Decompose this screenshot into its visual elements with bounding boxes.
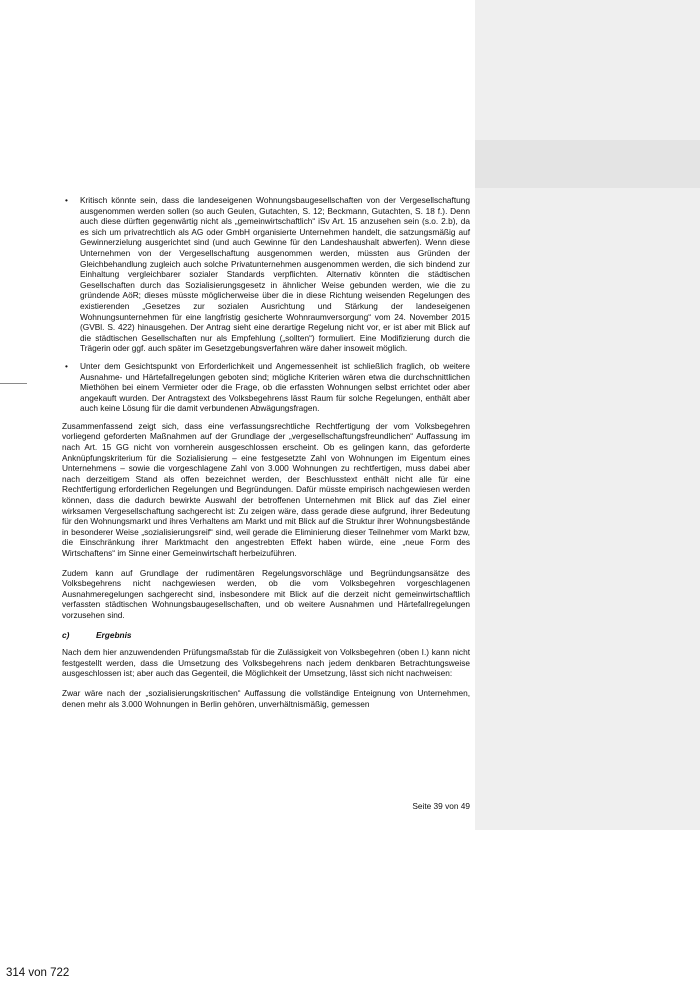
- bullet-item: [62, 195, 470, 354]
- body-paragraph: Zudem kann auf Grundlage der rudimentären Regelungsvorschläge und Begründungsansätze des Volksbegehrens nicht nachgewiesen werden, ob die vom Volksbegehren vorgeschlagenen Ausnahmeregelungen sachgerecht sind, insbesondere mit Blick auf die derzeit nicht gemeinwirtschaftlich verfassten städtischen Wohnungsbaugesellschaften, und ob weitere Ausnahmen und Härtefallregelungen vorzusehen sind.: [62, 567, 470, 620]
- bullet-dot-icon: •: [65, 195, 68, 205]
- result-paragraph: Zwar wäre nach der „sozialisierungskritischen“ Auffassung die vollständige Enteignung von Unternehmen, denen mehr als 3.000 Wohnungen in Berlin gehören, unverhältnismäßig, gemessen: [62, 687, 470, 709]
- section-title: Ergebnis: [96, 629, 132, 640]
- bullet-list: [62, 195, 470, 414]
- section-heading: [62, 630, 470, 641]
- page-number: Seite 39 von 49: [412, 801, 470, 811]
- comment-header: [475, 140, 700, 188]
- bullet-text: Kritisch könnte sein, dass die landeseigenen Wohnungsbaugesellschaften von der Vergesellschaftung ausgenommen werden sollen (so auch Geulen, Gutachten, S. 12; Beckmann, Gutachten, S. 18 f.). Denn auch diese dürften gegenwärtig nicht als „gemeinwirtschaftlich“ iSv Art. 15 anzusehen sein (s.o. 2.b), da es sich um privatrechtlich als AG oder GmbH organisierte Unternehmen handelt, die satzungsmäßig auf Gewinnerzielung ausgerichtet sind (und auch Gewinne für den Landeshaushalt abwerfen). Wenn diese Unternehmen von der Vergesellschaftung ausgenommen werden, müssten aus Gründen der Gleichbehandlung zugleich auch solche Privatunternehmen ausgenommen werden, die sich bindend zur Einhaltung vergleichbarer sozialer Standards verpflichten. Alternativ könnten die städtischen Gesellschaften durch das Sozialisierungsgesetz in ähnlicher Weise gebunden werden, wie die zu gründende AöR; dieses müsste möglicherweise über die in diese Richtung weisenden Regelungen des existierenden „Gesetzes zur sozialen Ausrichtung und Stärkung der landeseigenen Wohnungsunternehmen für eine langfristig gesicherte Wohnraumversorgung“ vom 24. November 2015 (GVBl. S. 422) hinausgehen. Der Antrag sieht eine derartige Regelung nicht vor, er ist aber mit Blick auf die städtischen Gesellschaften nur als Empfehlung („sollten“) formuliert. Eine Modifizierung durch die Trägerin oder ggf. auch später im Gesetzgebungsverfahren wäre daher insoweit möglich.: [80, 195, 470, 354]
- result-paragraph: Nach dem hier anzuwendenden Prüfungsmaßstab für die Zulässigkeit von Volksbegehren (oben I.) kann nicht festgestellt werden, dass die Umsetzung des Volksbegehrens nach jedem denkbaren Betrachtungsweise ausgeschlossen ist; aber auch das Gegenteil, die Möglichkeit der Umsetzung, lässt sich nicht nachweisen:: [62, 647, 470, 679]
- section-label: c): [62, 629, 70, 640]
- viewer-page-counter: 314 von 722: [6, 967, 70, 979]
- comment-pane: [475, 0, 700, 830]
- document-body: [62, 195, 470, 709]
- bullet-dot-icon: •: [65, 360, 68, 371]
- bullet-text: Unter dem Gesichtspunkt von Erforderlichkeit und Angemessenheit ist schließlich fraglich, ob weitere Ausnahme- und Härtefallregelungen geboten sind; mögliche Kriterien wären etwa die durchschnittlichen Miethöhen bei einem Vermieter oder die Frage, ob die erfassten Wohnungen selbst errichtet oder aber angekauft wurden. Der Antragstext des Volksbegehrens lässt Raum für solche Regelungen, enthält aber auch keine Lösung für die damit verbundenen Abwägungsfragen.: [80, 360, 470, 414]
- bullet-item: [62, 361, 470, 414]
- margin-marker: [0, 383, 27, 384]
- summary-paragraph: Zusammenfassend zeigt sich, dass eine verfassungsrechtliche Rechtfertigung der vom Volksbegehren vorliegend geforderten Maßnahmen auf der Grundlage der „vergesellschaftungsfreundlichen“ Auffassung im nach Art. 15 GG nicht von vornherein ausgeschlossen erscheint. Ob es gelingen kann, das geforderte Anknüpfungskriterium für die Sozialisierung – eine festgesetzte Zahl von Wohnungen im Eigentum eines Unternehmens – sowie die vorgeschlagene Zahl von 3.000 Wohnungen zu rechtfertigen, muss dabei aber nach derzeitigem Stand als offen bezeichnet werden, der Beschlusstext enthält nicht alle für eine Rechtfertigung erforderlichen Regelungen und Begründungen. Dafür müsste empirisch nachgewiesen werden können, dass die dadurch bewirkte Auswahl der betroffenen Unternehmen mit Blick auf das Ziel einer wirksamen Vergesellschaftung sachgerecht ist: Zu zeigen wäre, dass gerade diese aufgrund, ihrer Bedeutung für den Wohnungsmarkt und ihres Verhaltens am Markt und mit Blick auf die Struktur ihrer Wohnungsbestände in besonderer Weise „sozialisierungsreif“ sind, weil gerade die Eliminierung dieser Teilnehmer vom Markt bzw, die Einschränkung ihrer Marktmacht den angestrebten Effekt haben würde, eine „neue Form des Wirtschaftens“ im Sinne einer Gemeinwirtschaft herbeizuführen.: [62, 420, 470, 558]
